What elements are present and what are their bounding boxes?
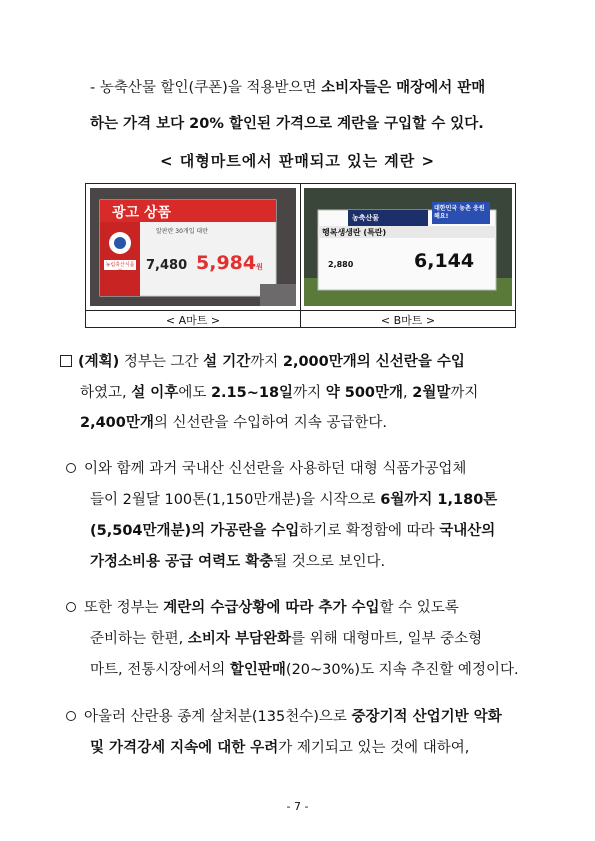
- figure-title: < 대형마트에서 판매되고 있는 계란 >: [159, 152, 436, 170]
- bullet2-line-1: 또한 정부는 계란의 수급상황에 따라 추가 수입할 수 있도록: [66, 598, 459, 618]
- checkbox-square-icon: [60, 355, 72, 367]
- caption-a-mart: < A마트 >: [165, 314, 221, 327]
- photo-a-original-price: 7,480: [146, 258, 188, 273]
- bullet-circle-icon: [66, 602, 76, 612]
- caption-b-mart: < B마트 >: [380, 314, 436, 327]
- coupon-line-1: - 농축산물 할인(쿠폰)을 적용받으면 소비자들은 매장에서 판매: [90, 80, 486, 96]
- page-number: - 7 -: [286, 800, 309, 813]
- bullet1-line-3: (5,504만개분)의 가공란을 수입하기로 확정함에 따라 국내산의: [90, 523, 496, 539]
- bullet3-line-2: 및 가격강세 지속에 대한 우려가 제기되고 있는 것에 대하여,: [90, 740, 470, 756]
- photo-b-banner-right: 대한민국 농촌 응원해요!: [434, 205, 485, 220]
- bullet-circle-icon: [66, 711, 76, 721]
- plan-line-3: 2,400만개의 신선란을 수입하여 지속 공급한다.: [80, 415, 388, 431]
- coupon-line-2: 하는 가격 보다 20% 할인된 가격으로 계란을 구입할 수 있다.: [90, 116, 484, 132]
- bullet3-line-1: 아울러 산란용 종계 살처분(135천수)으로 중장기적 산업기반 악화: [66, 707, 502, 727]
- plan-line-2: 하였고, 설 이후에도 2.15~18일까지 약 500만개, 2월말까지: [80, 385, 479, 401]
- photo-a-mart-egg-price: [90, 188, 296, 306]
- bullet-circle-icon: [66, 463, 76, 473]
- bullet1-line-1: 이와 함께 과거 국내산 신선란을 사용하던 대형 식품가공업체: [66, 459, 466, 479]
- bullet2-line-2: 준비하는 한편, 소비자 부담완화를 위해 대형마트, 일부 중소형: [90, 631, 483, 647]
- plan-line-1: (계획) 정부는 그간 설 기간까지 2,000만개의 신선란을 수입: [60, 352, 465, 372]
- table-horizontal-divider: [86, 310, 515, 311]
- bullet1-line-4: 가정소비용 공급 여력도 확충될 것으로 보인다.: [90, 554, 386, 570]
- photo-b-small-price: 2,880: [328, 260, 354, 269]
- photo-a-badge: 농림축산식품부: [105, 262, 135, 275]
- bullet1-line-2: 들이 2월달 100톤(1,150만개분)을 시작으로 6월까지 1,180톤: [90, 492, 498, 508]
- photo-a-subtitle: 알판란 30개입 대란: [156, 228, 209, 235]
- bullet2-line-3: 마트, 전통시장에서의 할인판매(20~30%)도 지속 추진할 예정이다.: [90, 662, 519, 678]
- photo-b-price: 6,144: [414, 250, 475, 272]
- photo-b-mart-egg-price: [304, 188, 512, 306]
- photo-b-banner-top: 농축산물: [352, 214, 380, 222]
- photo-b-product: 행복생생란 (특란): [322, 228, 387, 237]
- photo-a-banner: 광고 상품: [112, 205, 171, 221]
- photo-a-sale-price: 5,984원: [196, 252, 263, 274]
- photo-table: [85, 183, 516, 328]
- table-vertical-divider: [300, 184, 301, 327]
